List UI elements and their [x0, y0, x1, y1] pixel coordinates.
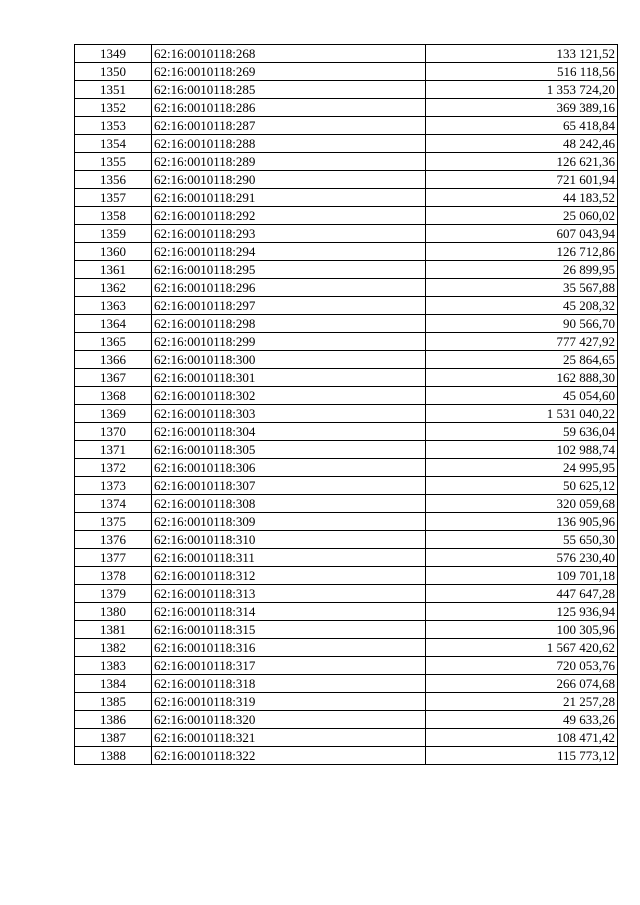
- cadastral-value-table: [74, 44, 618, 765]
- cadastral-value-cell: 45 208,32: [426, 297, 618, 315]
- cadastral-number-cell: 62:16:0010118:285: [152, 81, 426, 99]
- table-row: [75, 351, 618, 369]
- row-number-cell: 1369: [75, 405, 152, 423]
- row-number-cell: 1364: [75, 315, 152, 333]
- cadastral-value-cell: 25 060,02: [426, 207, 618, 225]
- cadastral-value-cell: 48 242,46: [426, 135, 618, 153]
- table-row: [75, 63, 618, 81]
- cadastral-number-cell: 62:16:0010118:315: [152, 621, 426, 639]
- row-number-cell: 1384: [75, 675, 152, 693]
- table-row: [75, 81, 618, 99]
- cadastral-value-cell: 35 567,88: [426, 279, 618, 297]
- cadastral-value-cell: 115 773,12: [426, 747, 618, 765]
- table-row: [75, 459, 618, 477]
- cadastral-number-cell: 62:16:0010118:312: [152, 567, 426, 585]
- table-row: [75, 441, 618, 459]
- cadastral-value-cell: 50 625,12: [426, 477, 618, 495]
- cadastral-value-cell: 55 650,30: [426, 531, 618, 549]
- cadastral-value-cell: 108 471,42: [426, 729, 618, 747]
- cadastral-value-cell: 44 183,52: [426, 189, 618, 207]
- table-row: [75, 207, 618, 225]
- cadastral-value-cell: 59 636,04: [426, 423, 618, 441]
- cadastral-number-cell: 62:16:0010118:303: [152, 405, 426, 423]
- row-number-cell: 1357: [75, 189, 152, 207]
- row-number-cell: 1368: [75, 387, 152, 405]
- row-number-cell: 1376: [75, 531, 152, 549]
- cadastral-value-cell: 266 074,68: [426, 675, 618, 693]
- row-number-cell: 1367: [75, 369, 152, 387]
- cadastral-number-cell: 62:16:0010118:306: [152, 459, 426, 477]
- cadastral-value-cell: 447 647,28: [426, 585, 618, 603]
- row-number-cell: 1349: [75, 45, 152, 63]
- table-row: [75, 675, 618, 693]
- cadastral-number-cell: 62:16:0010118:286: [152, 99, 426, 117]
- table-row: [75, 243, 618, 261]
- cadastral-value-cell: 90 566,70: [426, 315, 618, 333]
- row-number-cell: 1375: [75, 513, 152, 531]
- row-number-cell: 1359: [75, 225, 152, 243]
- table-row: [75, 117, 618, 135]
- cadastral-number-cell: 62:16:0010118:308: [152, 495, 426, 513]
- table-row: [75, 315, 618, 333]
- cadastral-number-cell: 62:16:0010118:293: [152, 225, 426, 243]
- row-number-cell: 1350: [75, 63, 152, 81]
- cadastral-number-cell: 62:16:0010118:298: [152, 315, 426, 333]
- table-row: [75, 333, 618, 351]
- table-row: [75, 189, 618, 207]
- row-number-cell: 1371: [75, 441, 152, 459]
- cadastral-number-cell: 62:16:0010118:319: [152, 693, 426, 711]
- cadastral-number-cell: 62:16:0010118:294: [152, 243, 426, 261]
- table-row: [75, 657, 618, 675]
- cadastral-value-cell: 607 043,94: [426, 225, 618, 243]
- cadastral-value-cell: 26 899,95: [426, 261, 618, 279]
- row-number-cell: 1360: [75, 243, 152, 261]
- cadastral-number-cell: 62:16:0010118:311: [152, 549, 426, 567]
- cadastral-value-cell: 126 621,36: [426, 153, 618, 171]
- cadastral-number-cell: 62:16:0010118:313: [152, 585, 426, 603]
- row-number-cell: 1370: [75, 423, 152, 441]
- table-row: [75, 747, 618, 765]
- table-row: [75, 495, 618, 513]
- cadastral-value-cell: 720 053,76: [426, 657, 618, 675]
- row-number-cell: 1362: [75, 279, 152, 297]
- table-row: [75, 387, 618, 405]
- cadastral-value-cell: 1 531 040,22: [426, 405, 618, 423]
- cadastral-number-cell: 62:16:0010118:292: [152, 207, 426, 225]
- table-row: [75, 405, 618, 423]
- cadastral-value-cell: 721 601,94: [426, 171, 618, 189]
- row-number-cell: 1385: [75, 693, 152, 711]
- cadastral-number-cell: 62:16:0010118:318: [152, 675, 426, 693]
- cadastral-number-cell: 62:16:0010118:305: [152, 441, 426, 459]
- table-row: [75, 639, 618, 657]
- cadastral-number-cell: 62:16:0010118:295: [152, 261, 426, 279]
- cadastral-number-cell: 62:16:0010118:291: [152, 189, 426, 207]
- row-number-cell: 1374: [75, 495, 152, 513]
- row-number-cell: 1363: [75, 297, 152, 315]
- cadastral-number-cell: 62:16:0010118:268: [152, 45, 426, 63]
- cadastral-value-cell: 516 118,56: [426, 63, 618, 81]
- cadastral-value-cell: 100 305,96: [426, 621, 618, 639]
- cadastral-number-cell: 62:16:0010118:288: [152, 135, 426, 153]
- cadastral-number-cell: 62:16:0010118:300: [152, 351, 426, 369]
- cadastral-value-cell: 24 995,95: [426, 459, 618, 477]
- cadastral-number-cell: 62:16:0010118:320: [152, 711, 426, 729]
- cadastral-number-cell: 62:16:0010118:301: [152, 369, 426, 387]
- row-number-cell: 1388: [75, 747, 152, 765]
- cadastral-number-cell: 62:16:0010118:302: [152, 387, 426, 405]
- table-row: [75, 621, 618, 639]
- cadastral-number-cell: 62:16:0010118:296: [152, 279, 426, 297]
- cadastral-number-cell: 62:16:0010118:316: [152, 639, 426, 657]
- row-number-cell: 1358: [75, 207, 152, 225]
- table-row: [75, 531, 618, 549]
- cadastral-value-cell: 109 701,18: [426, 567, 618, 585]
- row-number-cell: 1352: [75, 99, 152, 117]
- cadastral-value-cell: 102 988,74: [426, 441, 618, 459]
- cadastral-value-cell: 65 418,84: [426, 117, 618, 135]
- row-number-cell: 1383: [75, 657, 152, 675]
- row-number-cell: 1356: [75, 171, 152, 189]
- table-body: [75, 45, 618, 765]
- row-number-cell: 1377: [75, 549, 152, 567]
- cadastral-number-cell: 62:16:0010118:310: [152, 531, 426, 549]
- table-row: [75, 729, 618, 747]
- row-number-cell: 1386: [75, 711, 152, 729]
- row-number-cell: 1379: [75, 585, 152, 603]
- cadastral-number-cell: 62:16:0010118:314: [152, 603, 426, 621]
- table-row: [75, 45, 618, 63]
- cadastral-number-cell: 62:16:0010118:317: [152, 657, 426, 675]
- cadastral-value-cell: 133 121,52: [426, 45, 618, 63]
- row-number-cell: 1387: [75, 729, 152, 747]
- row-number-cell: 1355: [75, 153, 152, 171]
- cadastral-number-cell: 62:16:0010118:290: [152, 171, 426, 189]
- row-number-cell: 1373: [75, 477, 152, 495]
- cadastral-value-cell: 369 389,16: [426, 99, 618, 117]
- row-number-cell: 1382: [75, 639, 152, 657]
- table-row: [75, 261, 618, 279]
- cadastral-value-cell: 136 905,96: [426, 513, 618, 531]
- cadastral-value-cell: 777 427,92: [426, 333, 618, 351]
- cadastral-number-cell: 62:16:0010118:289: [152, 153, 426, 171]
- cadastral-number-cell: 62:16:0010118:297: [152, 297, 426, 315]
- row-number-cell: 1381: [75, 621, 152, 639]
- cadastral-value-cell: 126 712,86: [426, 243, 618, 261]
- table-row: [75, 567, 618, 585]
- cadastral-value-cell: 576 230,40: [426, 549, 618, 567]
- cadastral-number-cell: 62:16:0010118:269: [152, 63, 426, 81]
- table-row: [75, 297, 618, 315]
- cadastral-number-cell: 62:16:0010118:307: [152, 477, 426, 495]
- cadastral-value-cell: 162 888,30: [426, 369, 618, 387]
- table-row: [75, 585, 618, 603]
- row-number-cell: 1354: [75, 135, 152, 153]
- cadastral-number-cell: 62:16:0010118:309: [152, 513, 426, 531]
- table-row: [75, 225, 618, 243]
- row-number-cell: 1380: [75, 603, 152, 621]
- row-number-cell: 1353: [75, 117, 152, 135]
- table-row: [75, 693, 618, 711]
- cadastral-number-cell: 62:16:0010118:304: [152, 423, 426, 441]
- cadastral-value-cell: 45 054,60: [426, 387, 618, 405]
- cadastral-value-cell: 1 567 420,62: [426, 639, 618, 657]
- row-number-cell: 1378: [75, 567, 152, 585]
- row-number-cell: 1365: [75, 333, 152, 351]
- cadastral-value-cell: 21 257,28: [426, 693, 618, 711]
- table-row: [75, 369, 618, 387]
- table-row: [75, 603, 618, 621]
- row-number-cell: 1351: [75, 81, 152, 99]
- row-number-cell: 1361: [75, 261, 152, 279]
- cadastral-value-cell: 25 864,65: [426, 351, 618, 369]
- cadastral-value-cell: 49 633,26: [426, 711, 618, 729]
- cadastral-value-cell: 125 936,94: [426, 603, 618, 621]
- table-row: [75, 135, 618, 153]
- table-row: [75, 477, 618, 495]
- table-row: [75, 99, 618, 117]
- table-row: [75, 423, 618, 441]
- table-row: [75, 153, 618, 171]
- cadastral-number-cell: 62:16:0010118:287: [152, 117, 426, 135]
- table-row: [75, 711, 618, 729]
- cadastral-value-cell: 1 353 724,20: [426, 81, 618, 99]
- cadastral-number-cell: 62:16:0010118:321: [152, 729, 426, 747]
- row-number-cell: 1366: [75, 351, 152, 369]
- table-row: [75, 549, 618, 567]
- cadastral-number-cell: 62:16:0010118:322: [152, 747, 426, 765]
- cadastral-number-cell: 62:16:0010118:299: [152, 333, 426, 351]
- row-number-cell: 1372: [75, 459, 152, 477]
- table-row: [75, 279, 618, 297]
- table-row: [75, 171, 618, 189]
- cadastral-value-cell: 320 059,68: [426, 495, 618, 513]
- table-row: [75, 513, 618, 531]
